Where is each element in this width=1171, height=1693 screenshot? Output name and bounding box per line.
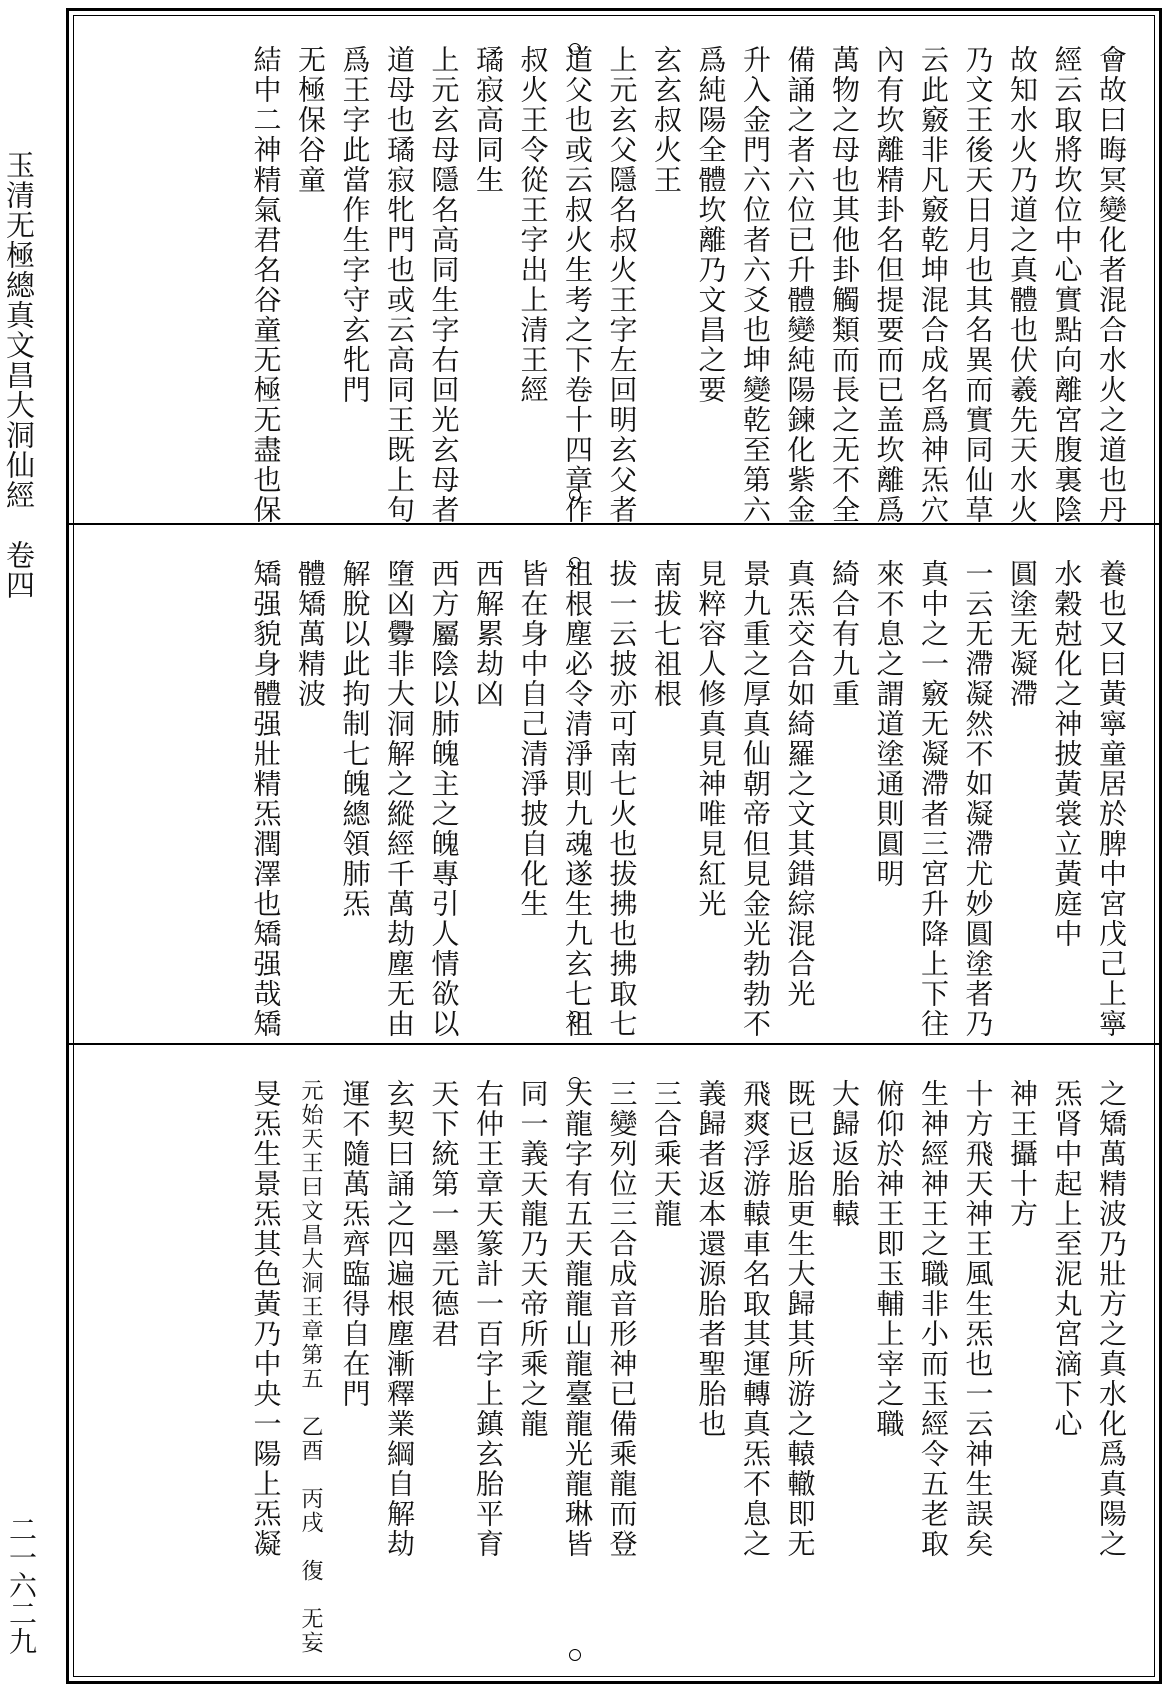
text-column: 云此竅非凡竅乾坤混合成名爲神炁穴 [917, 45, 950, 525]
text-column: 炁肾中起上至泥丸宮滴下心 [1050, 1079, 1084, 1439]
text-column: 內有坎離精卦名但提要而已盖坎離爲 [872, 45, 906, 525]
text-column: 既已返胎更生大歸其所游之轅轍即无 [783, 1079, 817, 1559]
text-column: 叔火王令從王字出上清王經 [516, 45, 550, 405]
text-column: 一云无滯凝然不如凝滯尤妙圓塗者乃 [961, 559, 995, 1039]
page-frame [66, 8, 1162, 1684]
margin-page-number: 二一六二九 [5, 1515, 38, 1655]
text-column: 西方屬陰以肺魄主之魄專引人情欲以 [427, 559, 461, 1039]
text-column: 見粹容人修真見神唯見紅光 [694, 559, 728, 919]
text-column: 故知水火乃道之真體也伏羲先天水火 [1006, 45, 1039, 525]
register-bottom [69, 1043, 1159, 1683]
text-column: 祖根塵必令清淨則九魂遂生九玄七祖 [561, 559, 594, 1039]
text-column: 體矯萬精波 [294, 559, 327, 709]
text-column: 墮凶釁非大洞解之縱經千萬劫塵无由 [383, 559, 416, 1039]
text-column: 同一義天龍乃天帝所乘之龍 [516, 1079, 550, 1439]
text-column: 天下統第一墨元德君 [427, 1079, 461, 1349]
register-middle [69, 523, 1159, 1045]
text-column: 三合乘天龍 [650, 1079, 683, 1229]
margin-title: 玉清无極總真文昌大洞仙經 卷四 [2, 150, 36, 600]
text-column: 運不隨萬炁齊臨得自在門 [338, 1079, 372, 1409]
text-column: 俯仰於神王即玉輔上宰之職 [872, 1079, 906, 1439]
text-column: 玄契曰誦之四遍根塵漸釋業綱自解劫 [383, 1079, 416, 1559]
text-column: 水穀尅化之神披黃裳立黃庭中 [1050, 559, 1084, 949]
text-column: 玄玄叔火王 [650, 45, 683, 195]
text-column: 上元玄父隱名叔火王字左回明玄父者 [605, 45, 639, 525]
text-column: 爲王字此當作生字守玄牝門 [338, 45, 372, 405]
punctuation-circle [569, 43, 581, 55]
text-column: 乃文王後天日月也其名異而實同仙草 [961, 45, 995, 525]
text-column: 解脫以此拘制七魄總領肺炁 [338, 559, 372, 919]
text-column: 圓塗无凝滯 [1006, 559, 1039, 709]
text-column: 皆在身中自己清淨披自化生 [516, 559, 550, 919]
text-column: 上元玄母隱名高同生字右回光玄母者 [427, 45, 461, 525]
text-column: 綺合有九重 [828, 559, 861, 709]
text-column: 道母也璚寂牝門也或云高同王既上句 [383, 45, 416, 525]
text-column: 大歸返胎轅 [828, 1079, 861, 1229]
text-column: 養也又曰黃寧童居於脾中宮戊己上寧 [1095, 559, 1128, 1039]
text-column: 拔一云披亦可南七火也拔拂也拂取七 [605, 559, 639, 1039]
text-column: 璚寂高同生 [472, 45, 505, 195]
text-column: 道父也或云叔火生考之下卷十四章作 [561, 45, 594, 525]
punctuation-circle [569, 557, 581, 569]
text-column: 神王攝十方 [1006, 1079, 1039, 1229]
text-column: 西解累劫凶 [472, 559, 505, 709]
text-column: 景九重之厚真仙朝帝但見金光勃勃不 [739, 559, 772, 1039]
text-column: 天龍字有五天龍龍山龍臺龍光龍琳皆 [561, 1079, 594, 1559]
text-column: 十方飛天神王風生炁也一云神生誤矣 [961, 1079, 995, 1559]
text-column: 南拔七祖根 [650, 559, 683, 709]
punctuation-circle [569, 489, 581, 501]
text-column: 結中二神精氣君名谷童无極无盡也保 [249, 45, 283, 525]
text-column: 萬物之母也其他卦觸類而長之无不全 [828, 45, 861, 525]
text-column: 備誦之者六位已升體變純陽鍊化紫金 [783, 45, 817, 525]
text-column: 旻炁生景炁其色黃乃中央一陽上炁凝 [249, 1079, 283, 1559]
text-column: 元始天王曰文昌大洞王章第五 乙酉 丙戌 復 无妄 [298, 1079, 323, 1655]
text-column: 來不息之謂道塗通則圓明 [872, 559, 906, 889]
text-column: 經云取將坎位中心實點向離宮腹裏陰 [1050, 45, 1084, 525]
text-column: 升入金門六位者六爻也坤變乾至第六 [739, 45, 772, 525]
text-column: 爲純陽全體坎離乃文昌之要 [694, 45, 728, 405]
text-column: 右仲王章天篆計一百字上鎮玄胎平育 [472, 1079, 505, 1559]
register-top [69, 11, 1159, 523]
text-column: 无極保谷童 [294, 45, 327, 195]
text-column: 三變列位三合成音形神已備乘龍而登 [605, 1079, 639, 1559]
punctuation-circle [569, 1011, 581, 1023]
text-column: 生神經神王之職非小而玉經令五老取 [917, 1079, 950, 1559]
text-column: 之矯萬精波乃壯方之真水化爲真陽之 [1095, 1079, 1128, 1559]
text-column: 義歸者返本還源胎者聖胎也 [694, 1079, 728, 1439]
punctuation-circle [569, 1077, 581, 1089]
text-column: 真炁交合如綺羅之文其錯綜混合光 [783, 559, 817, 1009]
text-column: 真中之一竅无凝滯者三宮升降上下往 [917, 559, 950, 1039]
text-column: 飛爽浮游轅車名取其運轉真炁不息之 [739, 1079, 772, 1559]
text-column: 會故曰晦冥變化者混合水火之道也丹 [1095, 45, 1128, 525]
punctuation-circle [569, 1649, 581, 1661]
text-column: 矯强貌身體强壯精炁潤澤也矯强哉矯 [249, 559, 283, 1039]
